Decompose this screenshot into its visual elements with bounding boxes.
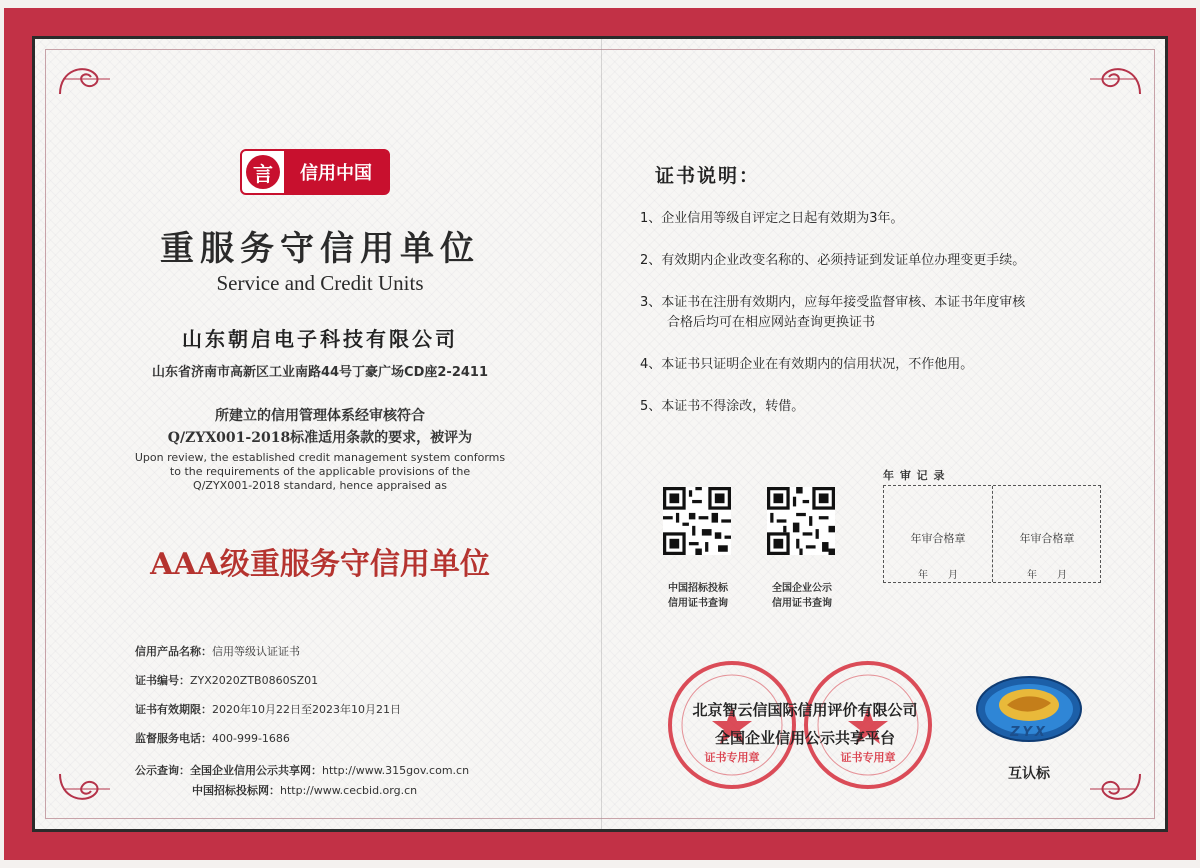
query-row-2 bbox=[135, 781, 469, 801]
qr1-caption-line2: 信用证书查询 bbox=[668, 598, 728, 609]
query-site-url[interactable]: http://www.cecbid.org.cn bbox=[280, 784, 418, 797]
note-item: 1、企业信用等级自评定之日起有效期为3年。 bbox=[640, 211, 904, 226]
info-value: 400-999-1686 bbox=[212, 732, 290, 745]
statement-cn-line2: Q/ZYX001-2018标准适用条款的要求，被评为 bbox=[167, 430, 473, 446]
qr1-caption bbox=[643, 581, 753, 611]
qr1-caption-line1: 中国招标投标 bbox=[668, 583, 728, 594]
statement-cn-line1: 所建立的信用管理体系经审核符合 bbox=[215, 408, 425, 424]
corner-ornament-icon bbox=[55, 59, 115, 99]
note-item: 2、有效期内企业改变名称的、必须持证到发证单位办理变更手续。 bbox=[640, 253, 1026, 268]
issuer-1: 北京智云信国际信用评价有限公司 bbox=[692, 701, 918, 719]
company-name: 山东朝启电子科技有限公司 bbox=[182, 327, 458, 351]
note-item-cont: 合格后均可在相应网站查询更换证书 bbox=[667, 315, 876, 330]
info-row-phone bbox=[135, 724, 401, 753]
corner-ornament-icon bbox=[55, 769, 115, 809]
annual-cell-2: 年审合格章 bbox=[1019, 532, 1075, 545]
info-label: 证书编号： bbox=[135, 674, 190, 687]
annual-review-table bbox=[883, 485, 1101, 583]
qr2-caption-line1: 全国企业公示 bbox=[772, 583, 832, 594]
statement-en-line3: Q/ZYX001-2018 standard, hence appraised as bbox=[193, 479, 447, 492]
info-value: ZYX2020ZTB0860SZ01 bbox=[190, 674, 319, 687]
seal-1-bottom-text: 证书专用章 bbox=[704, 751, 760, 764]
note-item: 4、本证书只证明企业在有效期内的信用状况，不作他用。 bbox=[640, 357, 974, 372]
info-label: 监督服务电话： bbox=[135, 732, 212, 745]
query-section bbox=[135, 761, 469, 801]
statement-en-line2: to the requirements of the applicable provisions of the bbox=[169, 465, 471, 478]
query-site-name: 全国企业信用公示共享网： bbox=[190, 764, 322, 777]
qr2-caption-line2: 信用证书查询 bbox=[772, 598, 832, 609]
note-item: 5、本证书不得涂改，转借。 bbox=[640, 399, 805, 414]
annual-date-2: 年 月 bbox=[1027, 570, 1067, 581]
query-label: 公示查询： bbox=[135, 764, 190, 777]
title-cn: 重服务守信用单位 bbox=[160, 229, 480, 269]
title-en: Service and Credit Units bbox=[216, 271, 424, 295]
company-address: 山东省济南市高新区工业南路44号丁豪广场CD座2-2411 bbox=[151, 365, 489, 380]
info-list bbox=[135, 637, 401, 753]
annual-review-title: 年 审 记 录 bbox=[883, 469, 946, 482]
info-label: 证书有效期限： bbox=[135, 703, 212, 716]
award-title: AAA级重服务守信用单位 bbox=[150, 547, 490, 582]
qr2-caption bbox=[747, 581, 857, 611]
official-seal-1 bbox=[668, 661, 796, 789]
seal-star-icon bbox=[808, 665, 928, 785]
info-row-product bbox=[135, 637, 401, 666]
credit-china-logo bbox=[240, 149, 390, 195]
fold-divider bbox=[601, 39, 602, 829]
statement-en-line1: Upon review, the established credit management system conforms bbox=[134, 451, 506, 464]
notes-list bbox=[640, 207, 1140, 415]
statement-en bbox=[75, 451, 565, 493]
qr-code-icon[interactable] bbox=[767, 487, 835, 555]
info-row-validity bbox=[135, 695, 401, 724]
notes-title: 证书说明： bbox=[655, 165, 761, 187]
info-value: 2020年10月22日至2023年10月21日 bbox=[212, 703, 401, 716]
query-site-name: 中国招标投标网： bbox=[192, 784, 280, 797]
mutual-label: 互认标 bbox=[1008, 766, 1050, 782]
note-item: 3、本证书在注册有效期内，应每年接受监督审核、本证书年度审核 bbox=[640, 295, 1026, 310]
info-row-cert-no bbox=[135, 666, 401, 695]
query-row-1 bbox=[135, 761, 469, 781]
seal-2-bottom-text: 证书专用章 bbox=[840, 751, 896, 764]
outer-red-frame bbox=[4, 8, 1196, 860]
query-site-url[interactable]: http://www.315gov.com.cn bbox=[322, 764, 470, 777]
mutual-logo-text: ZYX bbox=[1010, 725, 1048, 740]
certificate-paper bbox=[32, 36, 1168, 832]
annual-cell-1: 年审合格章 bbox=[910, 532, 966, 545]
logo-mark-icon: 言 bbox=[246, 155, 280, 189]
annual-date-1: 年 月 bbox=[918, 570, 958, 581]
issuer-2: 全国企业信用公示共享平台 bbox=[714, 729, 895, 747]
corner-ornament-icon bbox=[1085, 769, 1145, 809]
info-label: 信用产品名称： bbox=[135, 645, 212, 658]
qr-code-icon[interactable] bbox=[663, 487, 731, 555]
info-value: 信用等级认证证书 bbox=[212, 645, 300, 658]
seal-star-icon bbox=[672, 665, 792, 785]
corner-ornament-icon bbox=[1085, 59, 1145, 99]
logo-text: 信用中国 bbox=[284, 151, 388, 193]
official-seal-2 bbox=[804, 661, 932, 789]
